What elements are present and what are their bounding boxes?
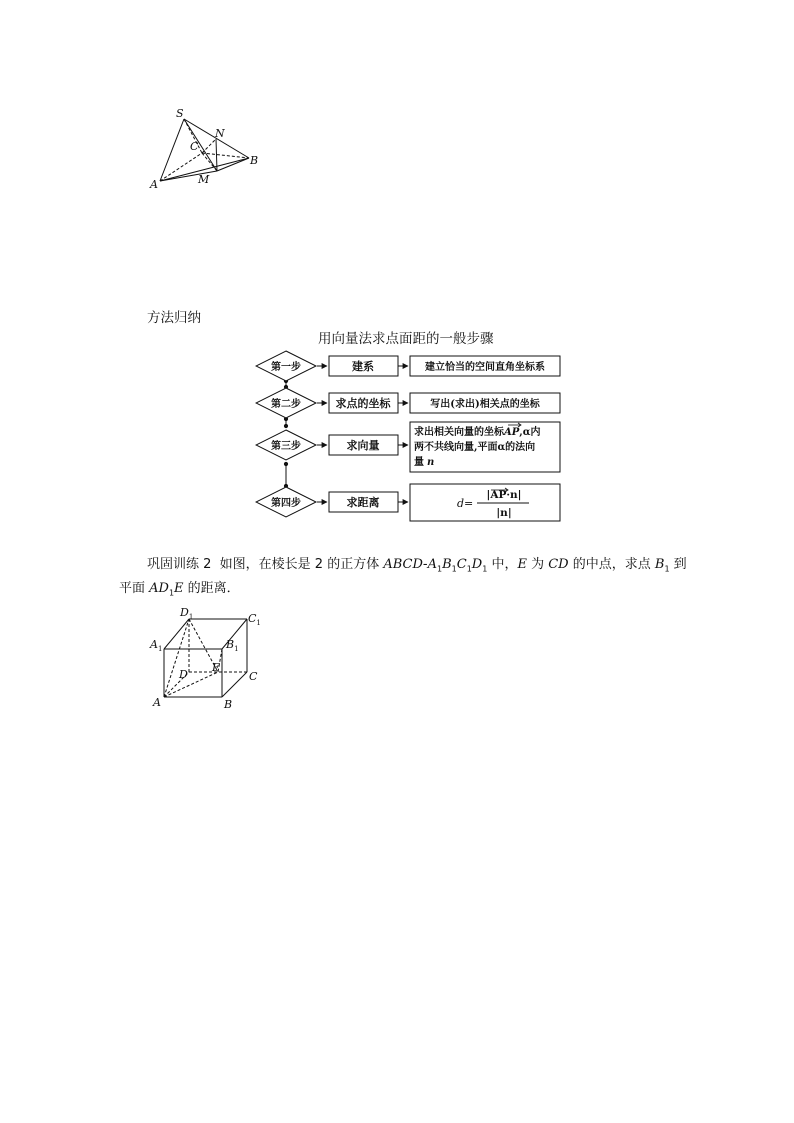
action-2-label: 求点的坐标 [335,397,391,410]
edge-BC [222,672,247,697]
edge-SM [184,119,217,171]
formula-lhs: d= [457,497,474,510]
exercise-line-2: 平面 $AD_1E$ 的距离． [119,581,240,598]
hidden-edge-AC [160,153,202,181]
flow-title: 用向量法求点面距的一般步骤 [318,331,494,347]
detail-3-line3: 量 n [414,457,435,468]
label-A: A [150,178,158,191]
action-3-label: 求向量 [346,439,380,452]
step-4-label: 第四步 [271,498,301,509]
label-B: B [250,154,259,167]
steps-flowchart [255,350,565,525]
action-1-label: 建系 [352,360,374,373]
detail-1-text: 建立恰当的空间直角坐标系 [425,362,545,373]
step-2-label: 第二步 [271,399,301,410]
step-3-label: 第三步 [271,441,301,452]
step-1-label: 第一步 [271,362,301,373]
label-A: A [153,696,161,709]
hidden-edge-AD1 [164,619,189,697]
detail-2-text: 写出(求出)相关点的坐标 [430,399,540,410]
exercise-label: 巩固训练 2 [147,557,212,572]
edge-SA [160,119,184,181]
formula-denominator: |n| [496,507,512,519]
label-A1: $A_1$ [150,638,163,653]
detail-3-line2: 两不共线向量,平面α的法向 [414,442,536,453]
label-S: S [176,107,184,120]
action-4-label: 求距离 [346,496,380,509]
tetrahedron-figure [140,100,280,195]
detail-3-line1: 求出相关向量的坐标AP,α内 [414,427,541,438]
formula-numerator: |AP·n| [486,489,522,501]
label-B: B [224,698,233,711]
label-D1: $D_1$ [180,606,194,621]
method-heading: 方法归纳 [147,310,201,326]
label-C1: $C_1$ [248,612,261,627]
label-N: N [215,127,225,140]
label-E: E [212,661,221,674]
label-C: C [249,670,258,683]
dot-4 [284,424,287,427]
cube-figure [140,600,275,715]
label-D: D [179,668,188,681]
dot-5 [284,462,287,465]
exercise-line-1: 巩固训练 2 如图，在棱长是 2 的正方体 ABCD-$A_1B_1C_1D_1$ 中，E 为 CD 的中点，求点 $B_1$ 到 [147,557,687,574]
hidden-edge-AE [164,672,218,697]
label-B1: $B_1$ [226,638,239,653]
edge-MB [217,158,249,171]
label-M: M [198,173,210,186]
label-C: C [190,140,199,153]
hidden-edge-CN [202,139,216,153]
edge-A1D1 [164,619,189,649]
